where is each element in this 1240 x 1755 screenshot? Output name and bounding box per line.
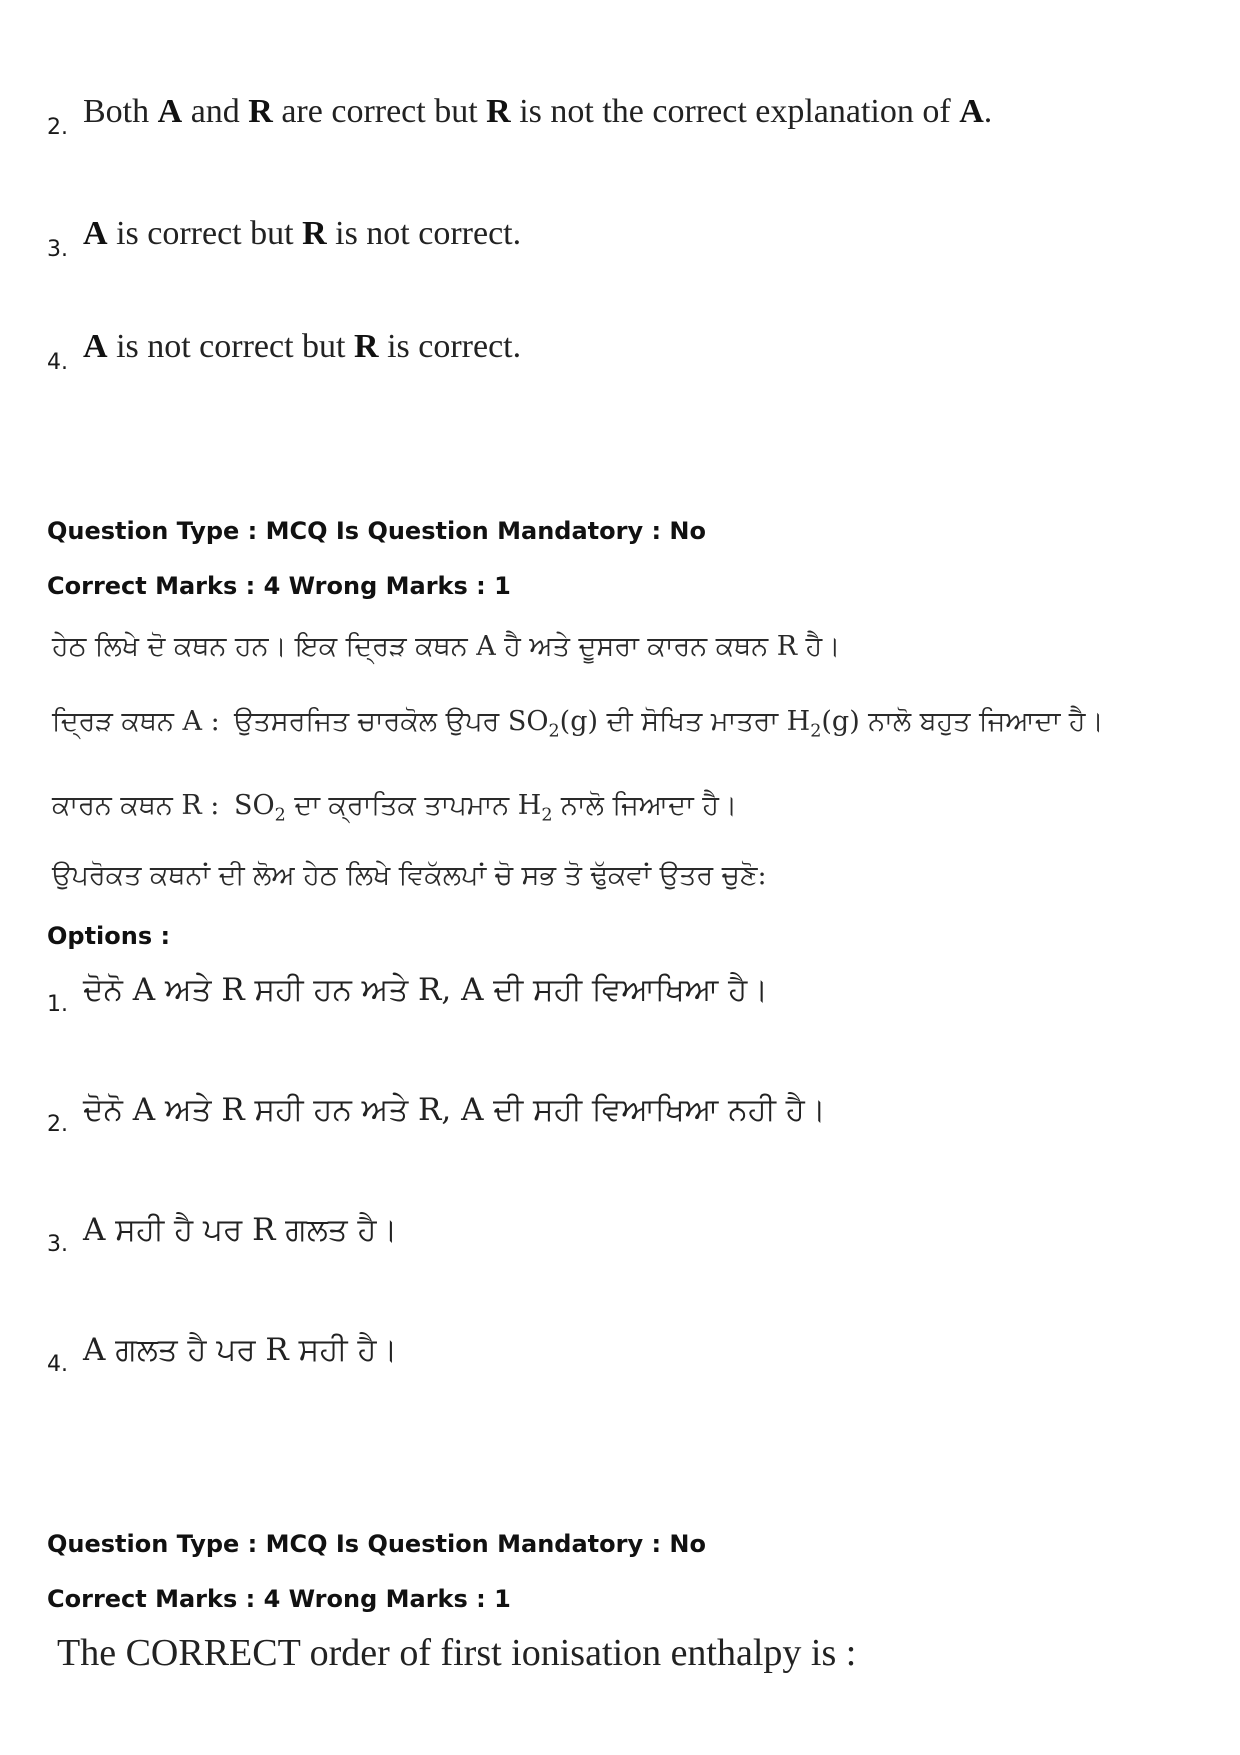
option-text: ਦੋਨੋ A ਅਤੇ R ਸਹੀ ਹਨ ਅਤੇ R, A ਦੀ ਸਹੀ ਵਿਆਖਿਆ ਨਹੀ ਹੈ। (83, 1092, 826, 1128)
question-instruction: ਉਪਰੋਕਤ ਕਥਨਾਂ ਦੀ ਲੋਅ ਹੇਠ ਲਿਖੇ ਵਿਕੱਲਪਾਂ ਚੋ ਸਭ ਤੋ ਢੁੱਕਵਾਂ ਉਤਰ ਚੁਣੋ: (52, 860, 767, 891)
option-2[interactable] (47, 1092, 826, 1137)
question-text: The CORRECT order of first ionisation enthalpy is : (57, 1632, 857, 1674)
option-text: A ਸਹੀ ਹੈ ਪਰ R ਗਲਤ ਹੈ। (83, 1212, 398, 1248)
assertion-text: ਉਤਸਰਜਿਤ ਚਾਰਕੋਲ ਉਪਰ $SO_2(g)$ ਦੀ ਸੋਖਿਤ ਮਾਤਰਾ $H_2(g)$ ਨਾਲੋ ਬਹੁਤ ਜਿਆਦਾ ਹੈ। (234, 706, 1104, 742)
option-text: Both A and R are correct but R is not the correct explanation of A. (83, 93, 993, 130)
reason-label: ਕਾਰਨ ਕਥਨ R : (52, 790, 220, 821)
marks-line: Correct Marks : 4 Wrong Marks : 1 (47, 1585, 511, 1613)
option-1[interactable] (47, 972, 769, 1017)
option-text: A is not correct but R is correct. (83, 328, 522, 365)
reason-line (52, 792, 737, 825)
assertion-line (52, 708, 1104, 741)
prev-option-2[interactable] (47, 95, 992, 139)
option-3[interactable] (47, 1212, 398, 1257)
reason-text: $SO_2$ ਦਾ ਕ੍ਰਾਤਿਕ ਤਾਪਮਾਨ $H_2$ ਨਾਲੋ ਜਿਆਦਾ ਹੈ। (234, 790, 738, 826)
option-text: A is correct but R is not correct. (83, 215, 522, 252)
assertion-label: ਦ੍ਰਿੜ ਕਥਨ A : (52, 706, 220, 737)
question-type-line: Question Type : MCQ Is Question Mandatory : No (47, 1530, 706, 1558)
option-text: A ਗਲਤ ਹੈ ਪਰ R ਸਹੀ ਹੈ। (83, 1332, 398, 1368)
prev-option-4[interactable] (47, 330, 521, 374)
option-number: 2. (47, 115, 68, 140)
option-number: 2. (47, 1112, 68, 1137)
option-number: 4. (47, 1352, 68, 1377)
option-number: 3. (47, 1232, 68, 1257)
option-text: ਦੋਨੋ A ਅਤੇ R ਸਹੀ ਹਨ ਅਤੇ R, A ਦੀ ਸਹੀ ਵਿਆਖਿਆ ਹੈ। (83, 972, 769, 1008)
option-4[interactable] (47, 1332, 398, 1377)
question-type-line: Question Type : MCQ Is Question Mandatory : No (47, 517, 706, 545)
prev-option-3[interactable] (47, 217, 521, 261)
option-number: 4. (47, 350, 68, 375)
question-intro: ਹੇਠ ਲਿਖੇ ਦੋ ਕਥਨ ਹਨ। ਇਕ ਦ੍ਰਿੜ ਕਥਨ A ਹੈ ਅਤੇ ਦੂਸਰਾ ਕਾਰਨ ਕਥਨ R ਹੈ। (52, 631, 841, 662)
marks-line: Correct Marks : 4 Wrong Marks : 1 (47, 572, 511, 600)
option-number: 1. (47, 992, 68, 1017)
option-number: 3. (47, 237, 68, 262)
options-label: Options : (47, 922, 171, 950)
